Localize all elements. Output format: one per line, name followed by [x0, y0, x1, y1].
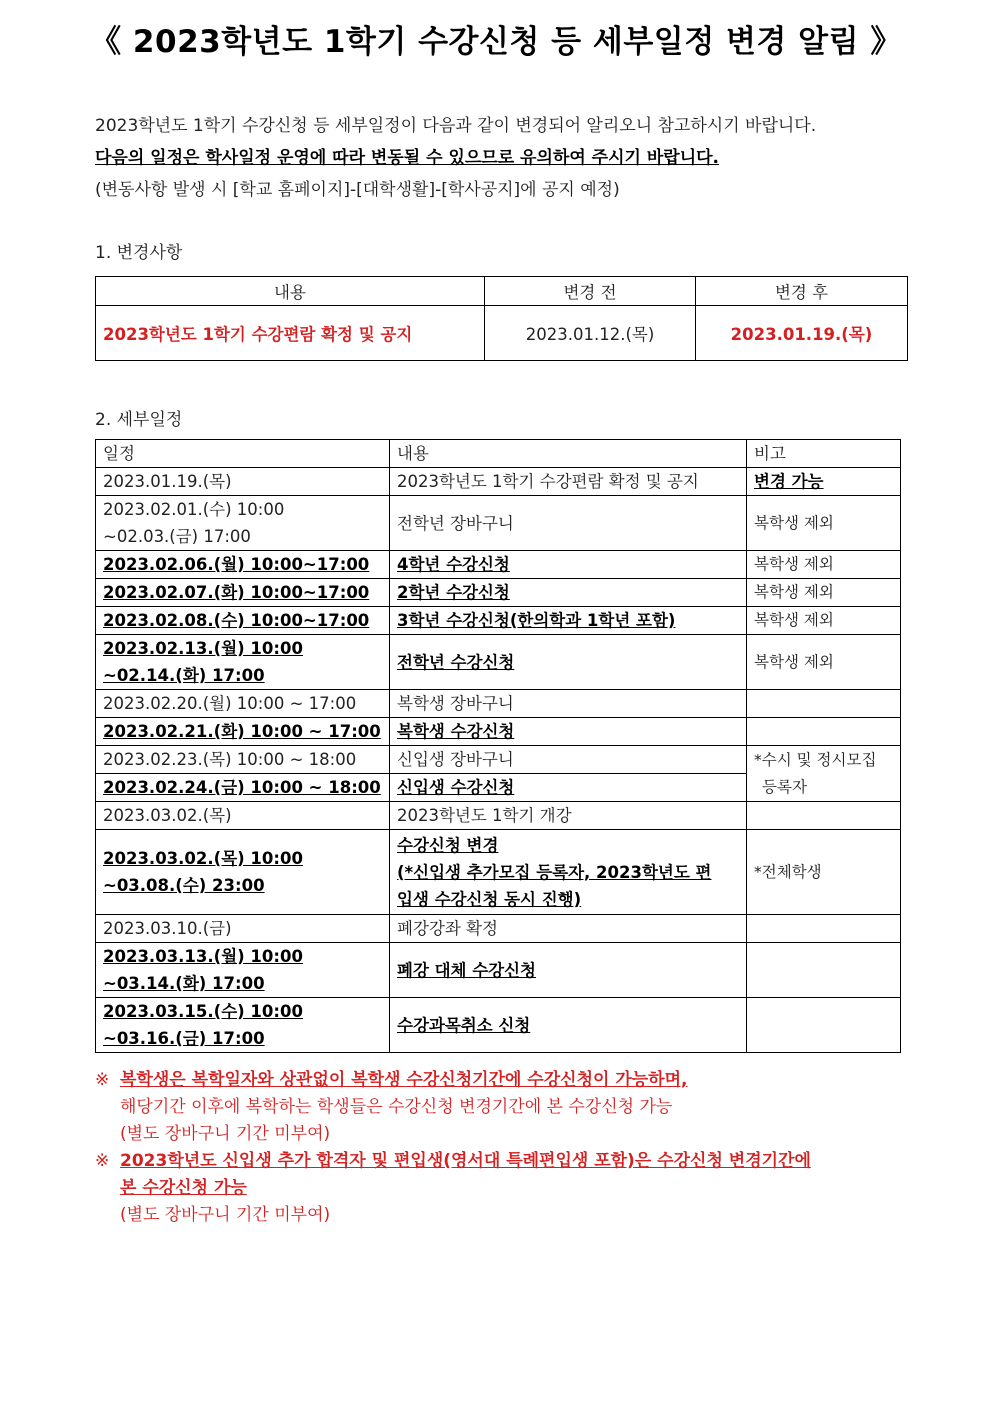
row-note: *전체학생: [747, 830, 901, 915]
header-date: 일정: [96, 440, 390, 468]
row-content: 신입생 장바구니: [390, 746, 747, 774]
date-line-1: 2023.02.13.(월) 10:00: [103, 639, 303, 658]
footnotes: [95, 1067, 915, 1229]
row-date: [96, 496, 390, 551]
content-line-3: 입생 수강신청 동시 진행): [397, 889, 582, 909]
schedule-table: [95, 439, 901, 1053]
row-date: 2023.02.23.(목) 10:00 ~ 18:00: [96, 746, 390, 774]
table-row: [96, 551, 901, 579]
date-line-2: ~03.08.(수) 23:00: [103, 876, 265, 895]
table-row: [96, 998, 901, 1053]
change-after: 2023.01.19.(목): [696, 306, 908, 361]
date-line-2: ~03.14.(화) 17:00: [103, 974, 265, 993]
table-row: [96, 943, 901, 998]
section1-heading: 1. 변경사항: [95, 243, 183, 263]
schedule-header-row: [96, 440, 901, 468]
intro-line-1: 2023학년도 1학기 수강신청 등 세부일정이 다음과 같이 변경되어 알리오니 참고하시기 바랍니다.: [95, 116, 817, 136]
date-line-1: 2023.03.13.(월) 10:00: [103, 947, 303, 966]
row-date: 2023.02.06.(월) 10:00~17:00: [96, 551, 390, 579]
content-line-2: (*신입생 추가모집 등록자, 2023학년도 편: [397, 862, 712, 882]
row-content: 폐강강좌 확정: [390, 915, 747, 943]
footnote-1: [95, 1067, 915, 1148]
row-content: 수강과목취소 신청: [390, 998, 747, 1053]
table-row: [96, 746, 901, 774]
change-content: 2023학년도 1학기 수강편람 확정 및 공지: [96, 306, 485, 361]
date-line-1: 2023.03.02.(목) 10:00: [103, 849, 303, 868]
header-after: 변경 후: [696, 277, 908, 306]
row-note: 복학생 제외: [747, 496, 901, 551]
row-content: 복학생 장바구니: [390, 690, 747, 718]
changes-header-row: [96, 277, 908, 306]
content-line-1: 수강신청 변경: [397, 835, 499, 855]
row-date: 2023.02.20.(월) 10:00 ~ 17:00: [96, 690, 390, 718]
changes-table: [95, 276, 908, 361]
table-row: [96, 830, 901, 915]
row-content: 폐강 대체 수강신청: [390, 943, 747, 998]
row-date: 2023.02.21.(화) 10:00 ~ 17:00: [96, 718, 390, 746]
page-title: 《 2023학년도 1학기 수강신청 등 세부일정 변경 알림 》: [90, 24, 902, 60]
date-line-1: 2023.03.15.(수) 10:00: [103, 1002, 303, 1021]
row-date: 2023.02.08.(수) 10:00~17:00: [96, 607, 390, 635]
date-line-2: ~03.16.(금) 17:00: [103, 1029, 265, 1048]
header-before: 변경 전: [485, 277, 696, 306]
section2-heading: 2. 세부일정: [95, 410, 183, 430]
row-note: [747, 690, 901, 718]
row-date: [96, 830, 390, 915]
note-line-1: *수시 및 정시모집: [754, 750, 877, 769]
row-content: [390, 830, 747, 915]
row-date: 2023.03.10.(금): [96, 915, 390, 943]
reference-mark: ※: [95, 1070, 110, 1090]
intro-line-3: (변동사항 발생 시 [학교 홈페이지]-[대학생활]-[학사공지]에 공지 예정): [95, 180, 620, 200]
date-line-1: 2023.02.01.(수) 10:00: [103, 500, 285, 519]
footnote-1-line-1: 복학생은 복학일자와 상관없이 복학생 수강신청기간에 수강신청이 가능하며,: [120, 1070, 688, 1090]
footnote-2-line-2: 본 수강신청 가능: [120, 1178, 247, 1198]
row-note: [747, 718, 901, 746]
row-content: 3학년 수강신청(한의학과 1학년 포함): [390, 607, 747, 635]
row-date: [96, 943, 390, 998]
change-before: 2023.01.12.(목): [485, 306, 696, 361]
date-line-2: ~02.14.(화) 17:00: [103, 666, 265, 685]
row-content: 전학년 장바구니: [390, 496, 747, 551]
row-date: 2023.03.02.(목): [96, 802, 390, 830]
table-row: [96, 496, 901, 551]
row-content: 2023학년도 1학기 개강: [390, 802, 747, 830]
footnote-2-line-1: 2023학년도 신입생 추가 합격자 및 편입생(영서대 특례편입생 포함)은 수강신청 변경기간에: [120, 1151, 811, 1171]
row-content: 2학년 수강신청: [390, 579, 747, 607]
row-date: 2023.01.19.(목): [96, 468, 390, 496]
row-date: 2023.02.07.(화) 10:00~17:00: [96, 579, 390, 607]
row-content: 4학년 수강신청: [390, 551, 747, 579]
row-content: 전학년 수강신청: [390, 635, 747, 690]
footnote-1-line-3: (별도 장바구니 기간 미부여): [120, 1124, 331, 1144]
footnote-2-line-3: (별도 장바구니 기간 미부여): [120, 1205, 331, 1225]
table-row: [96, 468, 901, 496]
row-content: 신입생 수강신청: [390, 774, 747, 802]
table-row: [96, 607, 901, 635]
row-content: 복학생 수강신청: [390, 718, 747, 746]
table-row: [96, 690, 901, 718]
header-content: 내용: [390, 440, 747, 468]
changes-row: [96, 306, 908, 361]
row-note: [747, 915, 901, 943]
footnote-1-line-2: 해당기간 이후에 복학하는 학생들은 수강신청 변경기간에 본 수강신청 가능: [120, 1097, 673, 1117]
row-note: [747, 998, 901, 1053]
row-note: 복학생 제외: [747, 607, 901, 635]
row-note: 복학생 제외: [747, 579, 901, 607]
row-note: 복학생 제외: [747, 551, 901, 579]
intro-line-2: 다음의 일정은 학사일정 운영에 따라 변동될 수 있으므로 유의하여 주시기 바랍니다.: [95, 148, 719, 168]
table-row: [96, 718, 901, 746]
table-row: [96, 579, 901, 607]
row-date: [96, 998, 390, 1053]
row-content: 2023학년도 1학기 수강편람 확정 및 공지: [390, 468, 747, 496]
note-line-2: 등록자: [762, 777, 807, 796]
row-note: [747, 746, 901, 802]
row-note: [747, 943, 901, 998]
table-row: [96, 635, 901, 690]
row-date: [96, 635, 390, 690]
table-row: [96, 915, 901, 943]
header-note: 비고: [747, 440, 901, 468]
footnote-2: [95, 1148, 915, 1229]
row-date: 2023.02.24.(금) 10:00 ~ 18:00: [96, 774, 390, 802]
row-note: 복학생 제외: [747, 635, 901, 690]
intro-block: [95, 110, 915, 206]
date-line-2: ~02.03.(금) 17:00: [103, 527, 251, 546]
row-note: 변경 가능: [747, 468, 901, 496]
row-note: [747, 802, 901, 830]
header-content: 내용: [96, 277, 485, 306]
reference-mark: ※: [95, 1151, 110, 1171]
table-row: [96, 802, 901, 830]
